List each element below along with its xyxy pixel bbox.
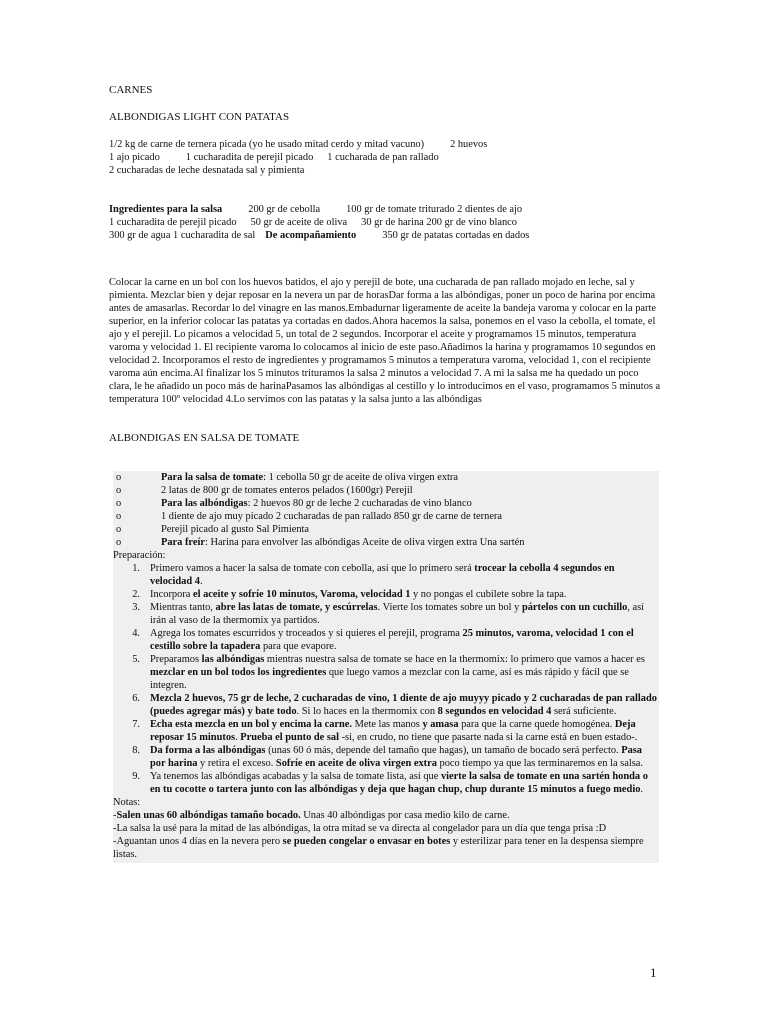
ingredient-line: 2 cucharadas de leche desnatada sal y pimienta <box>109 165 305 176</box>
list-item: o Para freír: Harina para envolver las albóndigas Aceite de oliva virgen extra Una sartén <box>116 537 525 548</box>
page-number: 1 <box>650 965 657 980</box>
step-item: 1. Primero vamos a hacer la salsa de tomate con cebolla, así que lo primero será trocear la cebolla 4 segundos en velocidad 4. <box>132 563 615 587</box>
document-page <box>109 84 661 863</box>
list-item: o Perejil picado al gusto Sal Pimienta <box>116 524 310 535</box>
step-item: 4. Agrega los tomates escurridos y troceados y si quieres el perejil, programa 25 minutos, varoma, velocidad 1 con el cestillo sobre la tapadera para que evapore. <box>132 628 634 652</box>
step-item: 3. Mientras tanto, abre las latas de tomate, y escúrrelas. Vierte los tomates sobre un bol y pártelos con un cuchillo, así irán al vaso de la thermomix ya partidos. <box>132 602 645 626</box>
step-item: 9. Ya tenemos las albóndigas acabadas y la salsa de tomate lista, así que vierte la salsa de tomate en una sartén honda o en tu cocotte o tartera junto con las albóndigas y deja que hagan chup, chup durante 15 minutos a fuego medio. <box>132 771 648 795</box>
step-item: 5. Preparamos las albóndigas mientras nuestra salsa de tomate se hace en la thermomix: lo primero que vamos a hacer es mezclar en un bol todos los ingredientes que luego vamos a mezclar con la carne, así es más rápido y fácil que se integren. <box>132 654 645 691</box>
list-item: o Para la salsa de tomate: 1 cebolla 50 gr de aceite de oliva virgen extra <box>116 472 458 483</box>
step-item: 7. Echa esta mezcla en un bol y encima la carne. Mete las manos y amasa para que la carne quede homogénea. Deja reposar 15 minutos. Prueba el punto de sal -si, en crudo, no tiene que pasarte nada si la carne está en buen estado-. <box>132 719 638 743</box>
notes-label: Notas: <box>113 797 141 808</box>
list-item: o 2 latas de 800 gr de tomates enteros pelados (1600gr) Perejil <box>116 485 413 496</box>
ingredient-line: 300 gr de agua 1 cucharadita de sal De acompañamiento 350 gr de patatas cortadas en dados <box>109 230 530 241</box>
recipe1-ingredients <box>109 138 661 177</box>
note-line: -Aguantan unos 4 días en la nevera pero se pueden congelar o envasar en botes y esterilizar para tener en la despensa siempre listas. <box>113 836 644 860</box>
note-line: -La salsa la usé para la mitad de las albóndigas, la otra mitad se va directa al congelador para un día que tenga prisa :D <box>113 823 607 834</box>
ingredient-line: 1 ajo picado 1 cucharadita de perejil picado 1 cucharada de pan rallado <box>109 152 439 163</box>
preparation-label: Preparación: <box>113 550 166 561</box>
ingredient-line: 1/2 kg de carne de ternera picada (yo he usado mitad cerdo y mitad vacuno) 2 huevos <box>109 139 488 150</box>
recipe2-body <box>113 471 659 863</box>
ingredient-line: Ingredientes para la salsa 200 gr de cebolla 100 gr de tomate triturado 2 dientes de ajo <box>109 204 523 215</box>
recipe1-method: Colocar la carne en un bol con los huevos batidos, el ajo y perejil de bote, una cucharada de pan rallado mojado en leche, sal y pimienta. Mezclar bien y dejar reposar en la nevera un par de horasDar forma a las albóndigas, poner un poco de harina por encima antes de amasarlas. Recordar lo del vinagre en las manos.Embadurnar ligeramente de aceite la bandeja varoma y colocar en la parte superior, en la inferior colocar las patatas ya cortadas en dados.Ahora hacemos la salsa, ponemos en el vaso la cebolla, el tomate, el ajo y el perejil. Lo picamos a velocidad 5, un total de 2 segundos. Incorporar el aceite y programamos 15 minutos, temperatura varoma y velocidad 1. El recipiente varoma lo colocamos al inicio de este paso.Añadimos la harina y programamos 10 segundos en velocidad 2. Incorporamos el resto de ingredientes y programamos 5 minutos a temperatura varoma, velocidad 1, con el recipiente varoma aún encima.Al finalizar los 5 minutos trituramos la salsa 2 minutos a velocidad 7. A mi la salsa me ha quedado un poco clara, le he añadido un poco más de harinaPasamos las albóndigas al cestillo y lo introducimos en el vaso, programamos 5 minutos a temperatura 100º velocidad 4.Lo servimos con las patatas y la salsa junto a las albóndigas <box>109 277 661 405</box>
step-item: 2. Incorpora el aceite y sofríe 10 minutos, Varoma, velocidad 1 y no pongas el cubilete sobre la tapa. <box>132 589 567 600</box>
section-heading: CARNES <box>109 84 153 96</box>
recipe2-title: ALBONDIGAS EN SALSA DE TOMATE <box>109 432 300 444</box>
recipe1-sauce-ingredients <box>109 203 661 242</box>
step-item: 8. Da forma a las albóndigas (unas 60 ó más, depende del tamaño que hagas), un tamaño de bocado será perfecto. Pasa por harina y retira el exceso. Sofríe en aceite de oliva virgen extra poco tiempo ya que las terminaremos en la salsa. <box>132 745 643 769</box>
list-item: o Para las albóndigas: 2 huevos 80 gr de leche 2 cucharadas de vino blanco <box>116 498 472 509</box>
step-item: 6. Mezcla 2 huevos, 75 gr de leche, 2 cucharadas de vino, 1 diente de ajo muyyy picado y 2 cucharadas de pan rallado (puedes agregar más) y bate todo. Si lo haces en la thermomix con 8 segundos en velocidad 4 será suficiente. <box>132 693 657 717</box>
recipe1-title: ALBONDIGAS LIGHT CON PATATAS <box>109 111 290 123</box>
note-line: -Salen unas 60 albóndigas tamaño bocado. Unas 40 albóndigas por casa medio kilo de carne. <box>113 810 510 821</box>
list-item: o 1 diente de ajo muy picado 2 cucharadas de pan rallado 850 gr de carne de ternera <box>116 511 503 522</box>
ingredient-line: 1 cucharadita de perejil picado 50 gr de aceite de oliva 30 gr de harina 200 gr de vino blanco <box>109 217 517 228</box>
